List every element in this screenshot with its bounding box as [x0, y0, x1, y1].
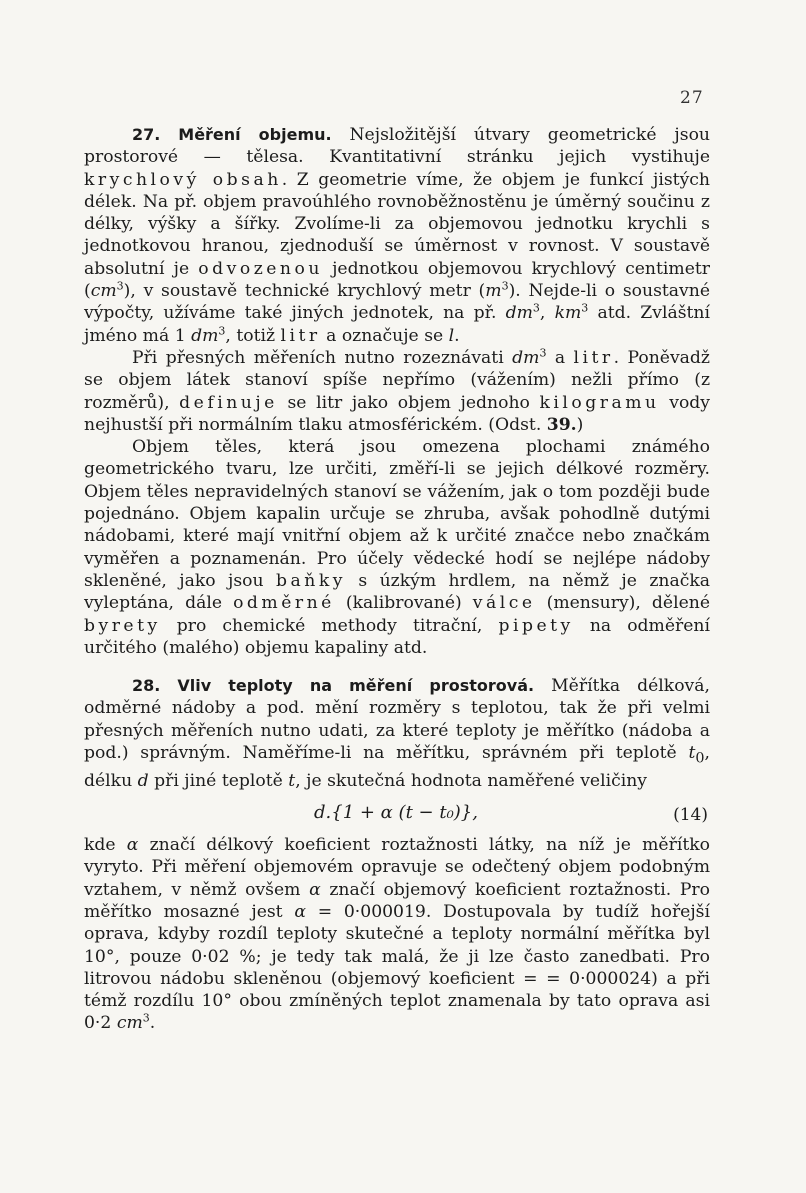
subscript: 0 [695, 750, 705, 767]
text-run: ) [576, 414, 584, 435]
section-27-paragraph-3 [84, 436, 710, 659]
equation-14: d.{1 + α (t − t₀)}, [314, 802, 478, 824]
unit: l [448, 325, 455, 346]
section-27-heading: Měření objemu. [178, 125, 332, 144]
text-run: a [546, 347, 574, 368]
text-run: = 0·000019. Dostupovala by tudíž hořejší oprava, kdyby rozdíl teploty skutečné a teploty normální měřítka byl 10°, pouze 0·02 %; je tedy tak malá, že ji lze často zanedbati. Pro litrovou nádobu skleněnou (objemový koeficient = = 0·000024) a při témž rozdílu 10° obou zmíněných teplot znamenala by tato oprava asi 0·2 [84, 901, 710, 1034]
spaced-term: odvozenou [198, 258, 323, 279]
unit: cm [116, 1013, 143, 1034]
variable: t [288, 770, 296, 791]
equation-row [84, 796, 710, 832]
spaced-term: kilogramu [539, 392, 660, 413]
variable: t [688, 743, 696, 764]
text-run: atd. Zvláštní jméno má 1 [84, 303, 710, 346]
text-run: . Z geometrie víme, že objem je funkcí jistých délek. Na př. objem pravoúhlého rovnoběžnostěnu je úměrný součinu z délky, výšky a šířky. Zvolíme-li za objemovou jednotku krychli s jednotkovou hranou, zjednoduší se úměrnost v rovnost. V soustavě absolutní je [84, 169, 710, 279]
text-run: . [149, 1013, 156, 1034]
text-run: a označuje se [320, 325, 449, 346]
variable: α [126, 835, 139, 856]
text-run: . Poněvadž se objem látek stanoví spíše nepřímo (vážením) nežli přímo (z rozměrů), [84, 347, 710, 413]
text-run: (mensury), dělené [535, 593, 710, 614]
superscript: 3 [581, 301, 589, 315]
text-run: značí délkový koeficient roztažnosti látky, na níž je měřítko vyryto. Při měření objemovém opravuje se odečtený objem podobným vztahem, v němž ovšem [84, 835, 710, 900]
spaced-term: byrety [84, 615, 161, 636]
section-27-number: 27. [132, 125, 161, 144]
unit: m [485, 281, 502, 302]
text-run: při jiné teplotě [148, 770, 289, 791]
unit: dm [512, 347, 540, 368]
variable: α [294, 901, 306, 922]
text-run: se litr jako objem jednoho [277, 392, 540, 413]
text-run: , [539, 303, 555, 324]
superscript: 3 [539, 346, 547, 360]
text-run: kde [84, 835, 127, 856]
text-run: pro chemické methody titrační, [160, 615, 499, 636]
text-run: ). Nejde-li o soustavné výpočty, užíváme také jiných jednotek, na př. [84, 281, 710, 324]
text-run: Měřítka délková, odměrné nádoby a pod. mění rozměry s teplotou, tak že při velmi přesných měřeních nutno udati, za které teploty je měřítko (nádoba a pod.) správným. Naměříme-li na měřítku, správném při teplotě [84, 676, 710, 764]
text-run: , je skutečná hodnota naměřené veličiny [295, 770, 647, 791]
page-number: 27 [680, 88, 704, 108]
text-run: Při přesných měřeních nutno rozeznávati [132, 347, 513, 368]
text-run: (kalibrované) [334, 593, 473, 614]
text-run: , délku [84, 743, 710, 791]
superscript: 3 [532, 301, 540, 315]
text-run: . [454, 325, 460, 346]
spaced-term: pipety [498, 615, 574, 636]
superscript: 3 [142, 1011, 150, 1025]
unit: dm [505, 303, 533, 324]
section-28-paragraph-1 [84, 675, 710, 792]
variable: d [137, 770, 149, 791]
equation-number: (14) [673, 805, 708, 826]
cross-reference: 39. [546, 414, 577, 435]
spaced-term: litr [280, 325, 321, 346]
spaced-term: odměrné [233, 593, 335, 614]
spaced-term: krychlový obsah [84, 169, 282, 190]
section-28-heading: Vliv teploty na měření prostorová. [177, 676, 535, 696]
superscript: 3 [501, 279, 509, 293]
text-run: , totiž [225, 325, 281, 346]
text-run: s úzkým hrdlem, na němž je značka vyleptána, dále [84, 570, 710, 614]
unit: km [554, 303, 582, 324]
spaced-term: definuje [179, 392, 278, 413]
section-28-paragraph-2 [84, 834, 710, 1035]
superscript: 3 [218, 323, 226, 337]
text-run: Objem těles, která jsou omezena plochami známého geometrického tvaru, lze určiti, změří-li se jejich délkové rozměry. Objem těles nepravidelných stanoví se vážením, jak o tom později bude pojednáno. Objem kapalin určuje se zhruba, avšak pohodlně dutými nádobami, které mají vnitřní objem až k určité značce nebo značkám vyměřen a poznamenán. Pro účely vědecké hodí se nejlépe nádoby skleněné, jako jsou [84, 437, 710, 591]
section-gap [84, 659, 710, 675]
section-27-paragraph-2 [84, 347, 710, 436]
text-run: na odměření určitého (malého) objemu kapaliny atd. [84, 615, 710, 658]
text-run: Nejsložitější útvary geometrické jsou prostorové — tělesa. Kvantitativní stránku jejich vystihuje [84, 125, 710, 168]
text-run: ), v soustavě technické krychlový metr ( [123, 281, 486, 302]
spaced-term: válce [472, 593, 536, 614]
unit: cm [90, 281, 117, 302]
spaced-term: litr [573, 347, 614, 368]
text-run: jednotkou objemovou krychlový centimetr ( [84, 258, 710, 302]
section-27-paragraph-1 [84, 124, 710, 347]
section-28-number: 28. [132, 676, 161, 696]
spaced-term: baňky [276, 570, 346, 591]
superscript: 3 [116, 279, 124, 293]
variable: α [309, 879, 321, 900]
text-run: značí objemový koeficient roztažnosti. Pro měřítko mosazné jest [84, 879, 710, 922]
page-text [84, 124, 710, 1035]
text-run: vody nejhustší při normálním tlaku atmosférickém. (Odst. [84, 392, 711, 435]
unit: dm [191, 325, 219, 346]
